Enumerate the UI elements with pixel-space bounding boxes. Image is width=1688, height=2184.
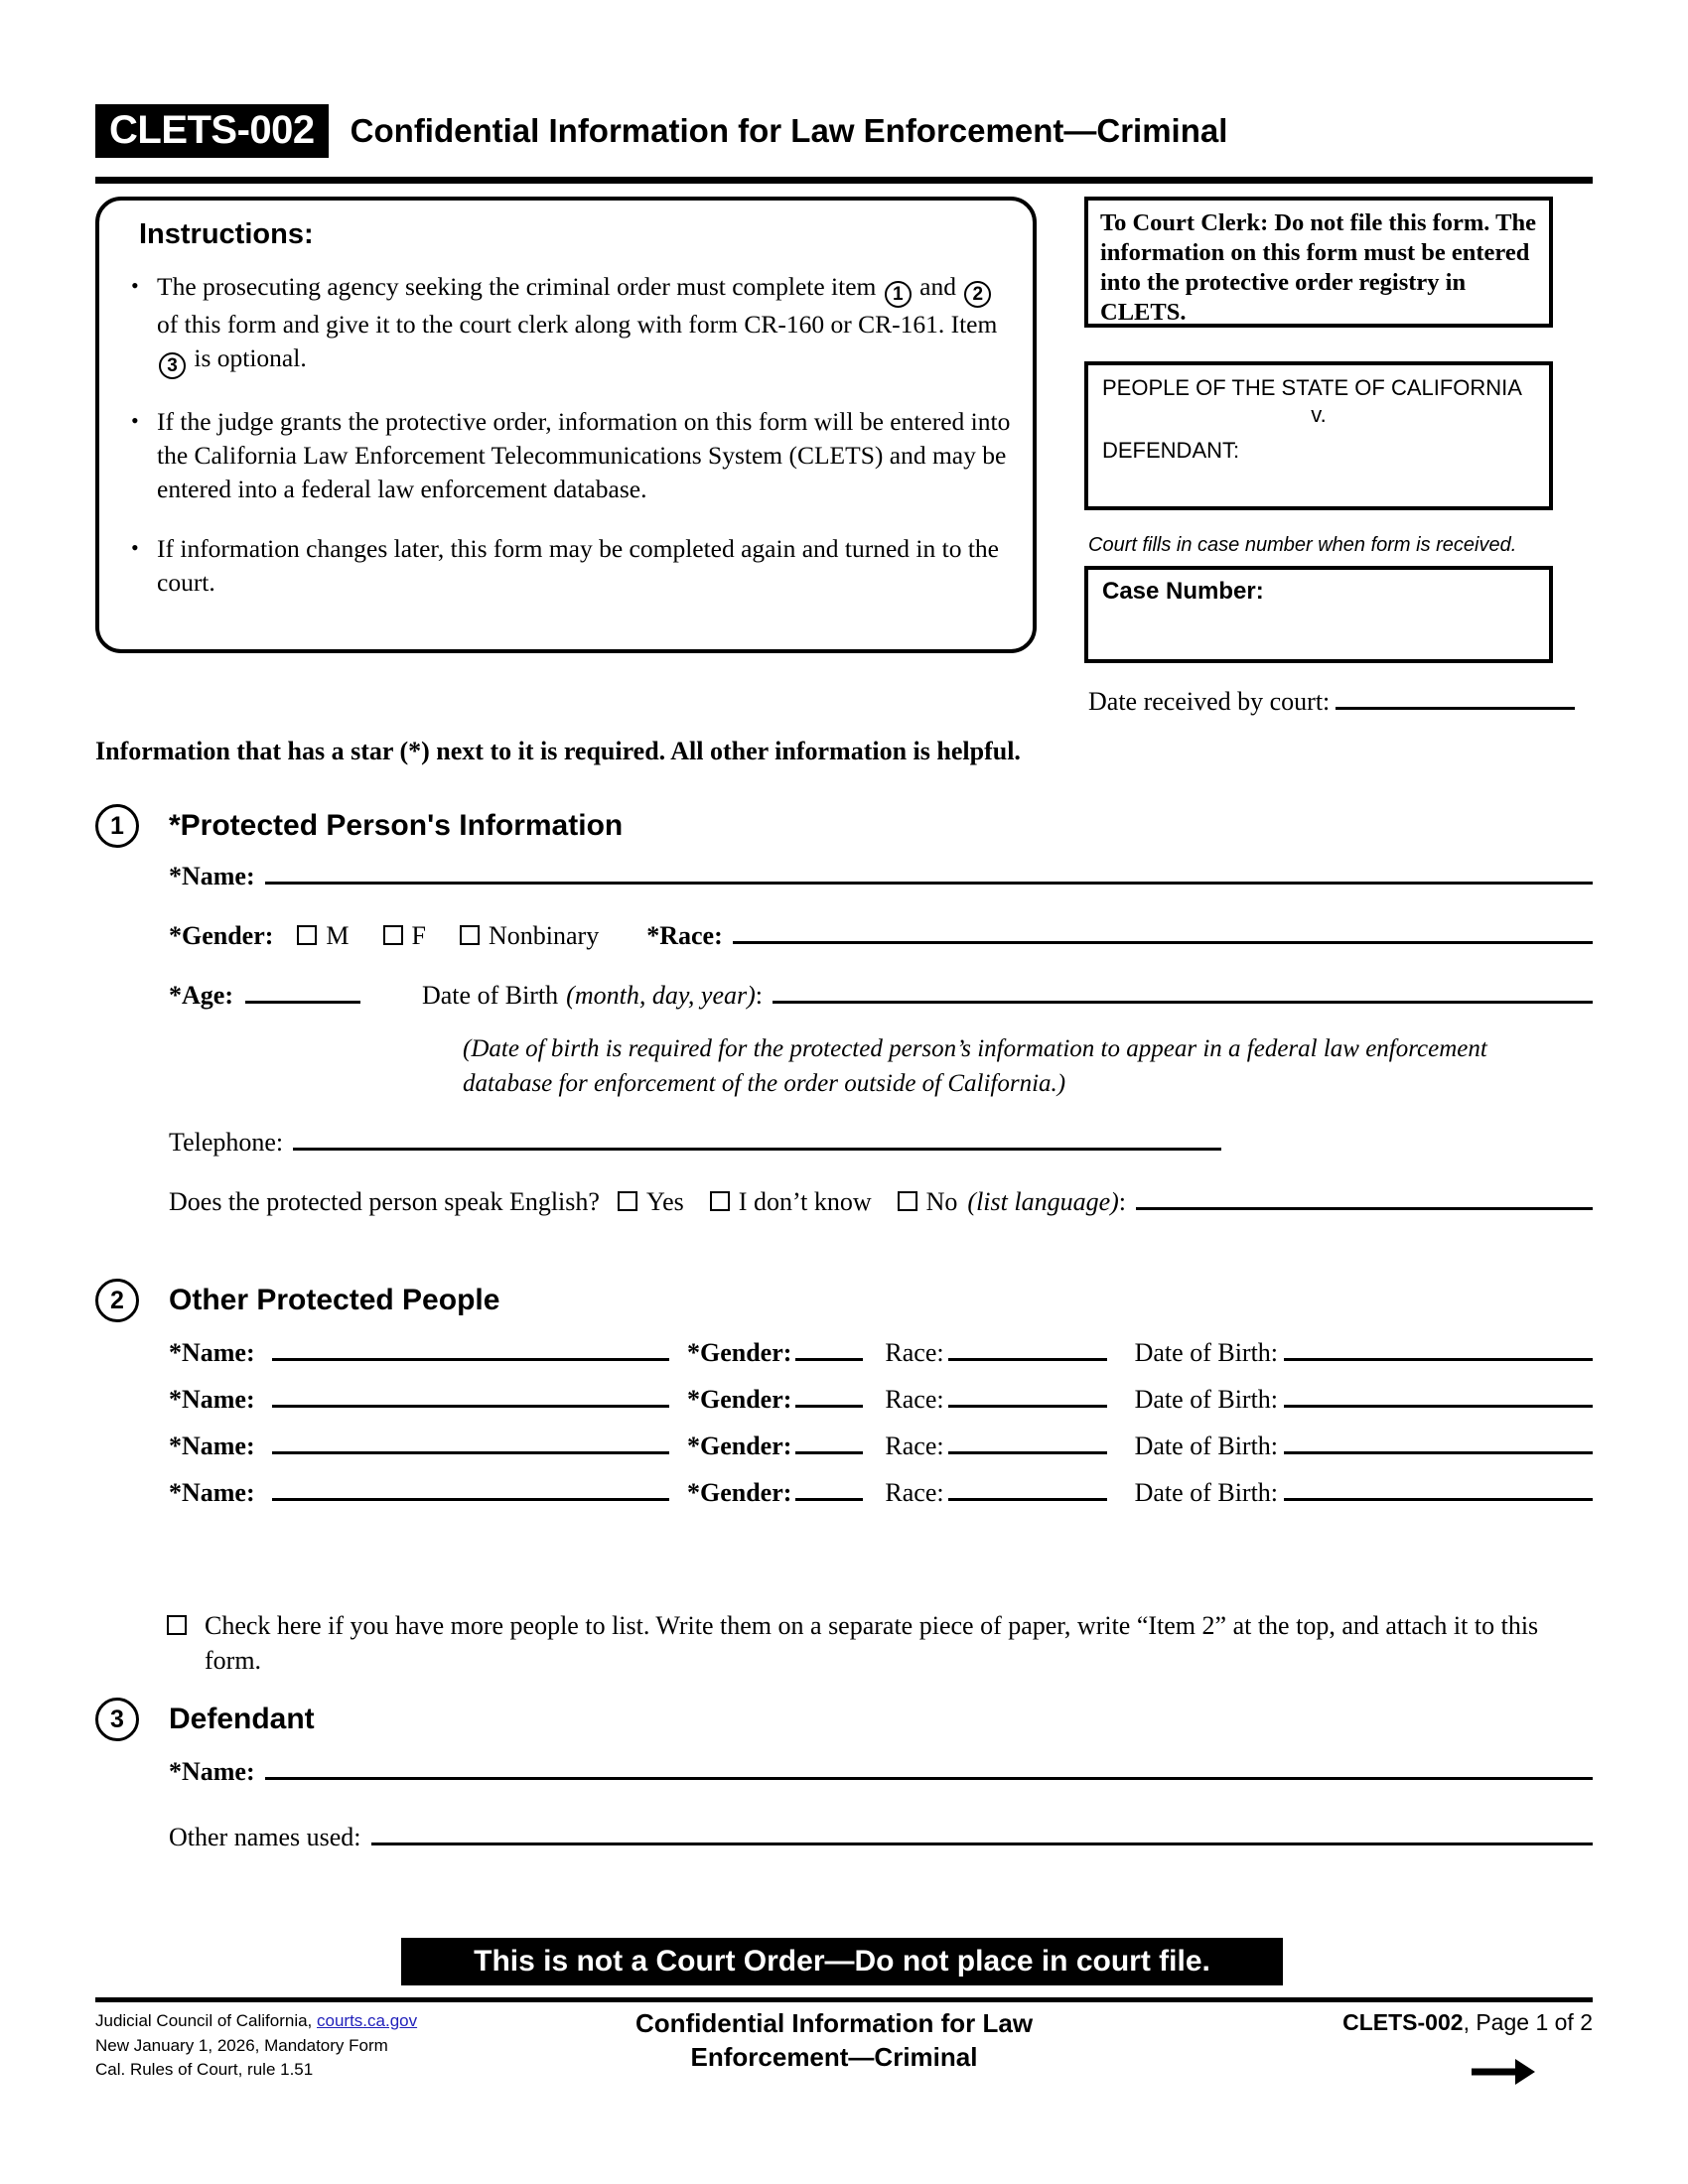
opp-dob-label: Date of Birth: [1134, 1478, 1279, 1507]
circled-item-number: 1 [885, 281, 912, 308]
footer-title-line2: Enforcement—Criminal [690, 2041, 978, 2072]
section-3-heading [95, 1698, 315, 1741]
date-received-input[interactable] [1336, 685, 1575, 710]
opp-race-input[interactable] [948, 1385, 1107, 1408]
protected-telephone-label: Telephone: [169, 1128, 284, 1157]
other-protected-person-row [169, 1432, 1593, 1461]
instructions-list [131, 270, 1015, 624]
english-option-dont-know[interactable] [710, 1187, 872, 1217]
gender-f-label: F [411, 921, 427, 950]
opp-dob-label: Date of Birth: [1134, 1338, 1279, 1367]
protected-age-label: *Age: [169, 981, 233, 1010]
section-2-number: 2 [95, 1279, 139, 1322]
list-language-hint: (list language) [967, 1187, 1119, 1216]
protected-dob-hint: (month, day, year) [566, 981, 756, 1010]
footer-form-code: CLETS-002 [1342, 2009, 1464, 2035]
footer-council-line [95, 2009, 417, 2034]
protected-age-input[interactable] [245, 981, 360, 1004]
opp-race-input[interactable] [948, 1338, 1107, 1361]
checkbox-gender-f[interactable] [383, 925, 403, 945]
footer-page-info [1241, 2009, 1593, 2036]
protected-name-row [169, 862, 1593, 891]
required-star-note: Information that has a star (*) next to it is required. All other information is helpful. [95, 737, 1021, 765]
opp-gender-input[interactable] [795, 1385, 863, 1408]
form-header [95, 95, 1593, 167]
opp-gender-label: *Gender: [687, 1385, 792, 1414]
list-language-input[interactable] [1136, 1187, 1593, 1210]
footer-title-line1: Confidential Information for Law [634, 2008, 1034, 2038]
instruction-bullet [131, 270, 1015, 379]
footer-page-number: , Page 1 of 2 [1463, 2009, 1593, 2035]
opp-gender-input[interactable] [795, 1478, 863, 1501]
section-2-title: Other Protected People [169, 1284, 500, 1316]
defendant-name-label: *Name: [169, 1757, 255, 1786]
not-court-order-banner: This is not a Court Order—Do not place in court file. [401, 1938, 1283, 1985]
english-dont-know-label: I don’t know [738, 1187, 872, 1216]
protected-dob-note: (Date of birth is required for the protected person’s information to appear in a federal law enforcement database for enforcement of the order outside of California.) [463, 1035, 1487, 1097]
more-people-text: Check here if you have more people to list. Write them on a separate piece of paper, write “Item 2” at the top, and attach it to this form. [205, 1611, 1539, 1676]
opp-race-label: Race: [885, 1385, 944, 1414]
speaks-english-question: Does the protected person speak English? [169, 1187, 600, 1216]
opp-dob-label: Date of Birth: [1134, 1385, 1279, 1414]
opp-name-label: *Name: [169, 1432, 255, 1460]
instructions-heading: Instructions: [139, 218, 314, 250]
opp-race-label: Race: [885, 1338, 944, 1367]
date-received-label: Date received by court: [1088, 687, 1331, 716]
english-option-yes[interactable] [618, 1187, 684, 1217]
protected-dob-label: Date of Birth [421, 981, 559, 1010]
gender-nonbinary-label: Nonbinary [489, 921, 600, 950]
gender-option-f[interactable] [383, 921, 426, 951]
date-received-row [1088, 685, 1575, 717]
opp-race-input[interactable] [948, 1432, 1107, 1454]
protected-telephone-input[interactable] [293, 1128, 1221, 1151]
form-title: Confidential Information for Law Enforcement—Criminal [350, 112, 1228, 149]
opp-dob-input[interactable] [1284, 1385, 1593, 1408]
bullet-marker: • [131, 407, 139, 433]
protected-race-input[interactable] [733, 921, 1593, 944]
opp-gender-label: *Gender: [687, 1338, 792, 1367]
bullet-marker: • [131, 534, 139, 560]
opp-gender-input[interactable] [795, 1432, 863, 1454]
defendant-label: DEFENDANT: [1102, 438, 1240, 463]
case-number-label: Case Number: [1102, 578, 1264, 605]
opp-dob-input[interactable] [1284, 1338, 1593, 1361]
english-no-label: No [925, 1187, 958, 1216]
defendant-name-input[interactable] [265, 1757, 1593, 1780]
instruction-text: If information changes later, this form may be completed again and turned in to the court. [157, 533, 999, 597]
protected-dob-input[interactable] [773, 981, 1593, 1004]
checkbox-english-yes[interactable] [618, 1191, 637, 1211]
opp-dob-input[interactable] [1284, 1432, 1593, 1454]
opp-name-input[interactable] [272, 1385, 669, 1408]
case-caption-box [1084, 361, 1553, 510]
protected-name-label: *Name: [169, 862, 255, 890]
instructions-box [95, 197, 1037, 653]
section-1-heading [95, 804, 623, 848]
other-protected-person-row [169, 1338, 1593, 1368]
protected-telephone-row [169, 1128, 1221, 1158]
gender-option-nonbinary[interactable] [460, 921, 599, 951]
opp-race-label: Race: [885, 1432, 944, 1460]
section-3-number: 3 [95, 1698, 139, 1741]
opp-dob-label: Date of Birth: [1134, 1432, 1279, 1460]
other-protected-person-row [169, 1385, 1593, 1415]
case-number-box[interactable] [1084, 566, 1553, 663]
form-code-badge: CLETS-002 [95, 104, 329, 158]
opp-gender-label: *Gender: [687, 1432, 792, 1460]
defendant-other-names-row [169, 1823, 1593, 1852]
more-people-row[interactable] [167, 1608, 1577, 1678]
defendant-other-names-label: Other names used: [169, 1823, 361, 1851]
footer-council-text: Judicial Council of California, [95, 2011, 317, 2030]
instruction-bullet [131, 532, 1015, 600]
checkbox-english-dont-know[interactable] [710, 1191, 730, 1211]
defendant-name-row [169, 1757, 1593, 1787]
opp-name-input[interactable] [272, 1478, 669, 1501]
list-language-colon: : [1118, 1187, 1127, 1216]
circled-item-number: 3 [159, 352, 186, 379]
protected-age-dob-row [169, 981, 1593, 1011]
right-arrow-icon [1470, 2055, 1535, 2089]
gender-m-label: M [326, 921, 350, 950]
opp-name-input[interactable] [272, 1432, 669, 1454]
opp-race-label: Race: [885, 1478, 944, 1507]
opp-name-label: *Name: [169, 1385, 255, 1414]
footer-revision-line: New January 1, 2026, Mandatory Form [95, 2035, 388, 2055]
court-clerk-notice-box [1084, 197, 1553, 328]
plaintiff-label: PEOPLE OF THE STATE OF CALIFORNIA [1102, 375, 1522, 400]
versus-label: v. [1311, 402, 1327, 427]
protected-dob-colon: : [755, 981, 764, 1010]
opp-name-input[interactable] [272, 1338, 669, 1361]
opp-gender-input[interactable] [795, 1338, 863, 1361]
opp-name-label: *Name: [169, 1338, 255, 1367]
opp-name-label: *Name: [169, 1478, 255, 1507]
speaks-english-row [169, 1187, 1593, 1217]
instruction-bullet [131, 405, 1015, 506]
checkbox-more-people[interactable] [167, 1615, 187, 1635]
section-2-heading [95, 1279, 499, 1322]
opp-dob-input[interactable] [1284, 1478, 1593, 1501]
checkbox-english-no[interactable] [898, 1191, 917, 1211]
checkbox-gender-m[interactable] [297, 925, 317, 945]
section-3-title: Defendant [169, 1703, 315, 1735]
footer-form-title [516, 2007, 1152, 2075]
court-clerk-notice-text: To Court Clerk: Do not file this form. The information on this form must be entered into the protective order registry in CLETS. [1100, 209, 1536, 326]
courts-website-link[interactable]: courts.ca.gov [317, 2011, 418, 2030]
bullet-marker: • [131, 273, 139, 298]
protected-gender-label: *Gender: [169, 921, 274, 950]
footer-rule-line: Cal. Rules of Court, rule 1.51 [95, 2060, 314, 2080]
section-1-number: 1 [95, 804, 139, 848]
defendant-other-names-input[interactable] [371, 1823, 1593, 1845]
english-yes-label: Yes [645, 1187, 684, 1216]
instruction-text: The prosecuting agency seeking the criminal order must complete item 1 and 2 of this form and give it to the court clerk along with form CR-160 or CR-161. Item 3 is optional. [157, 270, 1015, 379]
circled-item-number: 2 [964, 281, 991, 308]
checkbox-gender-nonbinary[interactable] [460, 925, 480, 945]
protected-gender-row [169, 921, 1593, 951]
header-divider [95, 177, 1593, 184]
english-option-no[interactable] [898, 1187, 958, 1217]
other-protected-person-row [169, 1478, 1593, 1508]
opp-race-input[interactable] [948, 1478, 1107, 1501]
instruction-text: If the judge grants the protective order, information on this form will be entered into the California Law Enforcement Telecommunications System (CLETS) and may be entered into a federal law enforcement database. [157, 406, 1011, 503]
court-fills-note: Court fills in case number when form is received. [1088, 534, 1517, 556]
protected-race-label: *Race: [646, 921, 723, 950]
opp-gender-label: *Gender: [687, 1478, 792, 1507]
section-1-title: *Protected Person's Information [169, 809, 624, 842]
footer-left-block [95, 2009, 417, 2083]
gender-option-m[interactable] [297, 921, 349, 951]
protected-name-input[interactable] [265, 862, 1593, 885]
footer-divider [95, 1997, 1593, 2002]
